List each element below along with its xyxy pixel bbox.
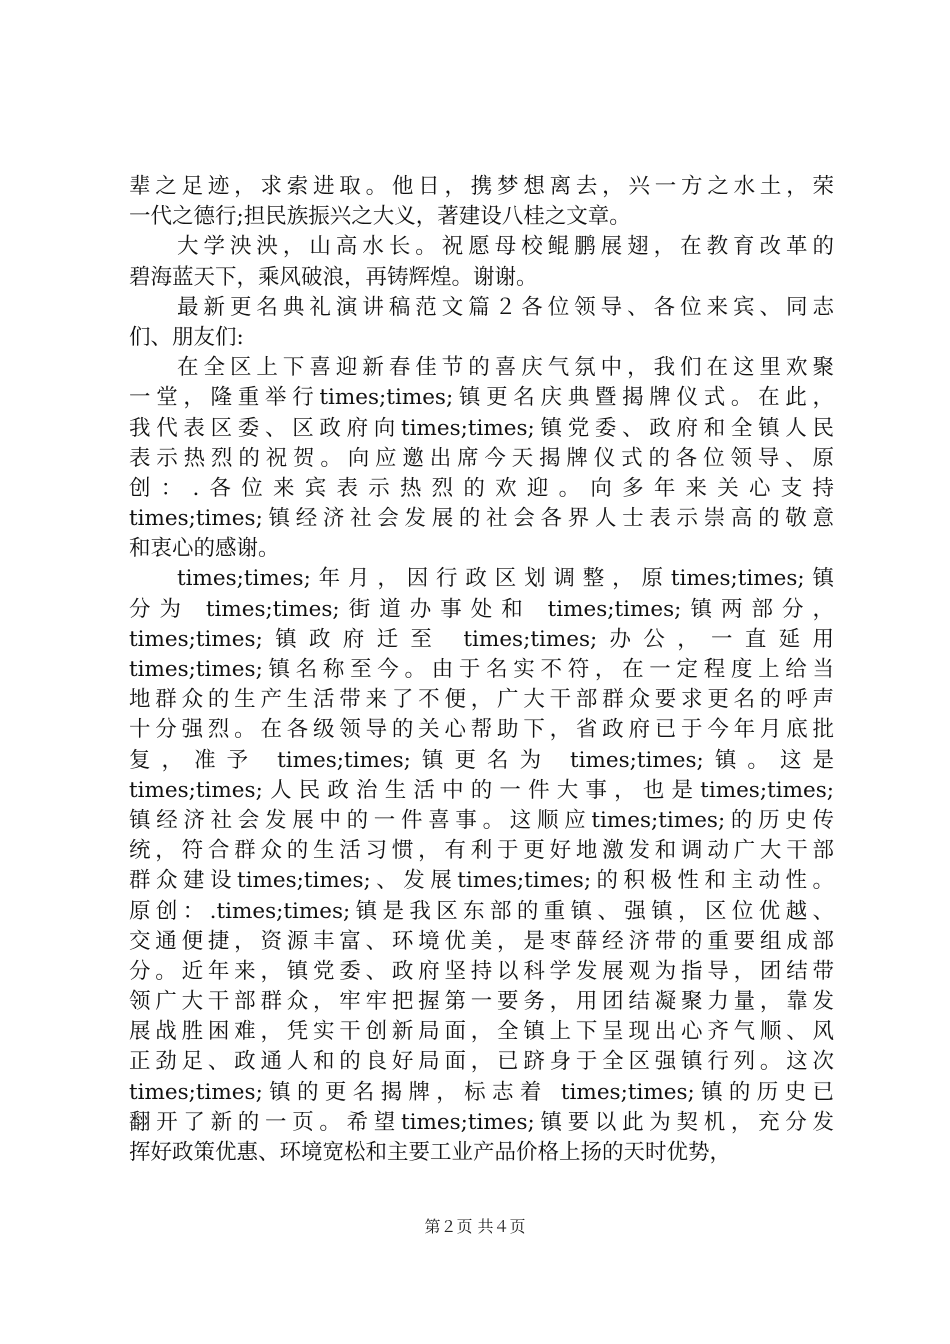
text-line: times;times;人民政治生活中的一件大事，也是times;times;: [129, 777, 834, 803]
text-line: 一堂，隆重举行times;times;镇更名庆典暨揭牌仪式。在此，: [129, 385, 834, 411]
text-line: 统，符合群众的生活习惯，有利于更好地激发和调动广大干部: [129, 838, 834, 864]
text-line: 我代表区委、区政府向times;times;镇党委、政府和全镇人民: [129, 415, 834, 441]
text-line: 创：.各位来宾表示热烈的欢迎。向多年来关心支持: [129, 475, 834, 501]
text-line: 和衷心的感谢。: [129, 536, 280, 562]
text-line: 正劲足、政通人和的良好局面，已跻身于全区强镇行列。这次: [129, 1049, 834, 1075]
text-line: 分为 times;times;街道办事处和 times;times;镇两部分，: [129, 596, 834, 622]
text-line: 挥好政策优惠、环境宽松和主要工业产品价格上扬的天时优势，: [129, 1140, 732, 1165]
text-line: 一代之德行;担民族振兴之大义，著建设八桂之文章。: [129, 204, 631, 230]
body-text: [129, 172, 834, 1168]
text-line: 们、朋友们:: [129, 324, 244, 350]
text-line: 十分强烈。在各级领导的关心帮助下，省政府已于今年月底批: [129, 717, 834, 743]
text-line: 原创：.times;times;镇是我区东部的重镇、强镇，区位优越、: [129, 898, 834, 924]
text-line: 辈之足迹，求索进取。他日，携梦想离去，兴一方之水土，荣: [129, 174, 834, 199]
text-line: 镇经济社会发展中的一件喜事。这顺应times;times;的历史传: [129, 807, 834, 833]
text-line: 翻开了新的一页。希望times;times;镇要以此为契机，充分发: [129, 1109, 834, 1135]
text-line: 群众建设times;times;、发展times;times;的积极性和主动性。: [129, 868, 834, 894]
text-line: times;times;镇的更名揭牌，标志着 times;times;镇的历史已: [129, 1079, 834, 1105]
text-line: times;times;年月，因行政区划调整，原times;times;镇: [177, 566, 834, 592]
text-line: times;times;镇经济社会发展的社会各界人士表示崇高的敬意: [129, 506, 834, 532]
text-line: 展战胜困难，凭实干创新局面，全镇上下呈现出心齐气顺、风: [129, 1019, 834, 1045]
page-footer: 第２页 共４页: [424, 1217, 526, 1236]
text-line: times;times;镇名称至今。由于名实不符，在一定程度上给当: [129, 657, 834, 682]
text-line: 领广大干部群众，牢牢把握第一要务，用团结凝聚力量，靠发: [129, 989, 834, 1015]
text-line: 复，准予 times;times;镇更名为 times;times;镇。这是: [129, 747, 834, 773]
text-line: 分。近年来，镇党委、政府坚持以科学发展观为指导，团结带: [129, 958, 834, 984]
text-line: 大学泱泱，山高水长。祝愿母校鲲鹏展翅，在教育改革的: [177, 234, 834, 260]
text-line: 表示热烈的祝贺。向应邀出席今天揭牌仪式的各位领导、原: [129, 445, 834, 471]
text-line: 地群众的生产生活带来了不便，广大干部群众要求更名的呼声: [129, 687, 834, 713]
text-line: 在全区上下喜迎新春佳节的喜庆气氛中，我们在这里欢聚: [177, 355, 834, 381]
text-line: times;times;镇政府迁至 times;times;办公，一直延用: [129, 626, 834, 652]
text-line: 最新更名典礼演讲稿范文篇２各位领导、各位来宾、同志: [177, 294, 834, 320]
text-line: 交通便捷，资源丰富、环境优美，是枣薛经济带的重要组成部: [129, 928, 834, 954]
text-line: 碧海蓝天下，乘风破浪，再铸辉煌。谢谢。: [129, 264, 538, 290]
